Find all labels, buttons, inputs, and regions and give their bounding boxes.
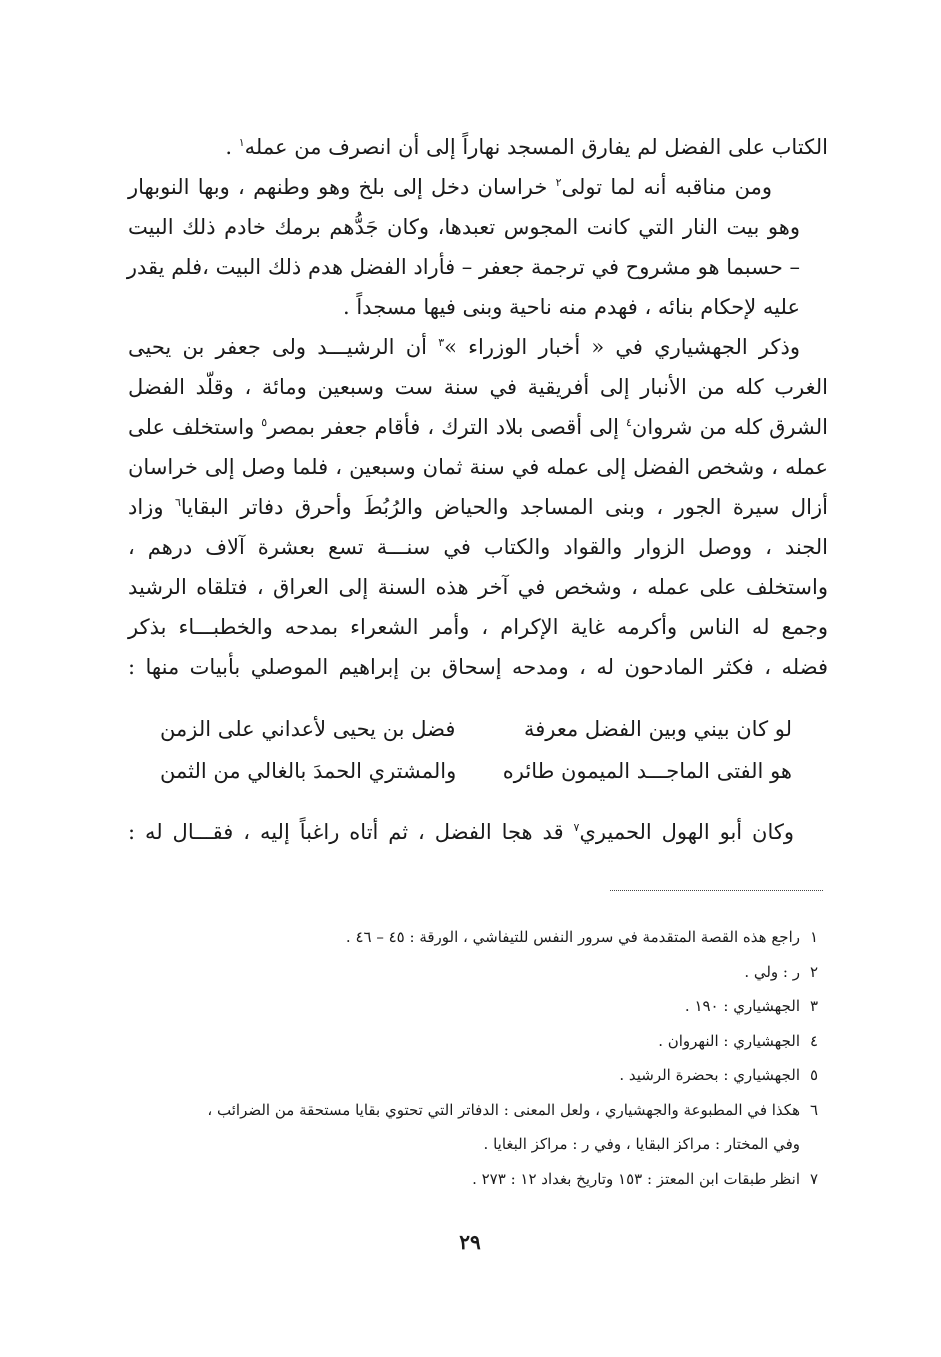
text-line: واستخلف على عمله ، وشخص في آخر هذه السنة إلى العراق ، فتلقاه الرشيد xyxy=(128,575,828,599)
footnote-text: راجع هذه القصة المتقدمة في سرور النفس للتيفاشي ، الورقة : ٤٥ – ٤٦ . xyxy=(345,928,800,946)
footnote-number: ١ xyxy=(809,928,818,946)
footnote-marker: ٥ xyxy=(261,416,268,429)
footnote-text: انظر طبقات ابن المعتز : ١٥٣ وتاريخ بغداد ١٢ : ٢٧٣ . xyxy=(472,1169,800,1188)
footnote-marker: ١ xyxy=(238,136,245,149)
paragraph-3 xyxy=(128,327,828,687)
footnotes xyxy=(128,920,818,1196)
footnote xyxy=(128,1024,818,1059)
text-line: عليه لإحكام بنائه ، فهدم منه ناحية وبنى فيها مسجداً . xyxy=(342,295,800,319)
footnote-text: هكذا في المطبوعة والجهشياري ، ولعل المعنى : الدفاتر التي تحتوي بقايا مستحقة من الضرائب ، xyxy=(207,1100,800,1119)
footnote xyxy=(128,989,818,1024)
text-line: الكتاب على الفضل لم يفارق المسجد نهاراً إلى أن انصرف من عمله$^١$ . xyxy=(225,135,828,159)
main-text xyxy=(128,127,828,687)
footnote-marker: ٦ xyxy=(174,496,181,509)
footnote-number: ٢ xyxy=(809,962,818,981)
text-line: الجند ، ووصل الزوار والقواد والكتاب في سنـــة تسع بعشرة آلاف درهم ، xyxy=(128,535,828,559)
poem xyxy=(160,708,792,792)
footnote-text: وفي المختار : مراكز البقايا ، وفي ر : مراكز البغايا . xyxy=(483,1135,800,1153)
footnote xyxy=(128,1093,818,1128)
footnote xyxy=(128,920,818,955)
paragraph-after-poem: وكان أبو الهول الحميري$^٧$ قد هجا الفضل ، ثم أتاه راغباً إليه ، فقـــال له : xyxy=(128,820,794,844)
footnote-number: ٥ xyxy=(809,1066,818,1084)
footnote-number: ٦ xyxy=(809,1100,818,1119)
poem-verse xyxy=(160,708,792,750)
text-line: وذكر الجهشياري في « أخبار الوزراء »$^٣$ أن الرشيـــد ولى جعفر بن يحيى xyxy=(128,335,800,359)
footnote-continuation xyxy=(128,1127,818,1162)
hemistich-first: لو كان بيني وبين الفضل معرفة xyxy=(523,717,792,741)
footnote-number: ٣ xyxy=(809,997,818,1015)
footnote-marker: ٣ xyxy=(438,336,445,349)
text-line: الغرب كله من الأنبار إلى أفريقية في سنة ست وسبعين ومائة ، وقلّد الفضل xyxy=(128,375,828,399)
footnote-marker: ٢ xyxy=(555,176,562,189)
text-line: ومن مناقبه أنه لما تولى$^٢$ خراسان دخل إلى بلخ وهو وطنهم ، وبها النوبهار xyxy=(128,175,772,199)
text-line: أزال سيرة الجور ، وبنى المساجد والحياض والرُبُطَ وأحرق دفاتر البقايا$^٦$ وزاد xyxy=(128,495,828,519)
paragraph-1 xyxy=(128,127,828,167)
hemistich-second: فضل بن يحيى لأعداني على الزمن xyxy=(160,717,456,741)
text-line: – حسبما هو مشروح في ترجمة جعفر – فأراد الفضل هدم ذلك البيت ،فلم يقدر xyxy=(126,255,800,279)
footnote-text: ر : ولي . xyxy=(744,962,800,981)
footnote-number: ٧ xyxy=(809,1169,818,1188)
footnote-text: الجهشياري : بحضرة الرشيد . xyxy=(619,1066,800,1084)
footnote-number: ٤ xyxy=(809,1031,818,1050)
text-line: الشرق كله من شروان$^٤$ إلى أقصى بلاد الترك ، فأقام جعفر بمصر$^٥$ واستخلف على xyxy=(128,415,828,439)
footnote-text: الجهشياري : ١٩٠ . xyxy=(684,997,800,1015)
footnote-separator xyxy=(610,890,823,891)
footnote xyxy=(128,1058,818,1093)
footnote-marker: ٧ xyxy=(573,821,580,834)
footnote-text: الجهشياري : النهروان . xyxy=(658,1031,800,1050)
hemistich-first: هو الفتى الماجـــد الميمون طائره xyxy=(502,759,792,783)
paragraph-2 xyxy=(128,167,828,327)
footnote xyxy=(128,1162,818,1197)
text-line: وجمع له الناس وأكرمه غاية الإكرام ، وأمر الشعراء بمدحه والخطبـــاء بذكر xyxy=(128,615,828,639)
footnote-marker: ٤ xyxy=(626,416,632,429)
footnote xyxy=(128,955,818,990)
text-line: وهو بيت النار التي كانت المجوس تعبدها، وكان جَدُّهم برمك خادم ذلك البيت xyxy=(128,215,800,239)
poem-verse xyxy=(160,750,792,792)
hemistich-second: والمشتري الحمدَ بالغالي من الثمن xyxy=(160,759,457,783)
page-number: ٢٩ xyxy=(459,1230,481,1254)
text-line: فضله ، فكثر المادحون له ، ومدحه إسحاق بن إبراهيم الموصلي بأبيات منها : xyxy=(128,655,828,679)
text-line: عمله ، وشخص الفضل إلى عمله في سنة ثمان وسبعين ، فلما وصل إلى خراسان xyxy=(128,455,828,479)
